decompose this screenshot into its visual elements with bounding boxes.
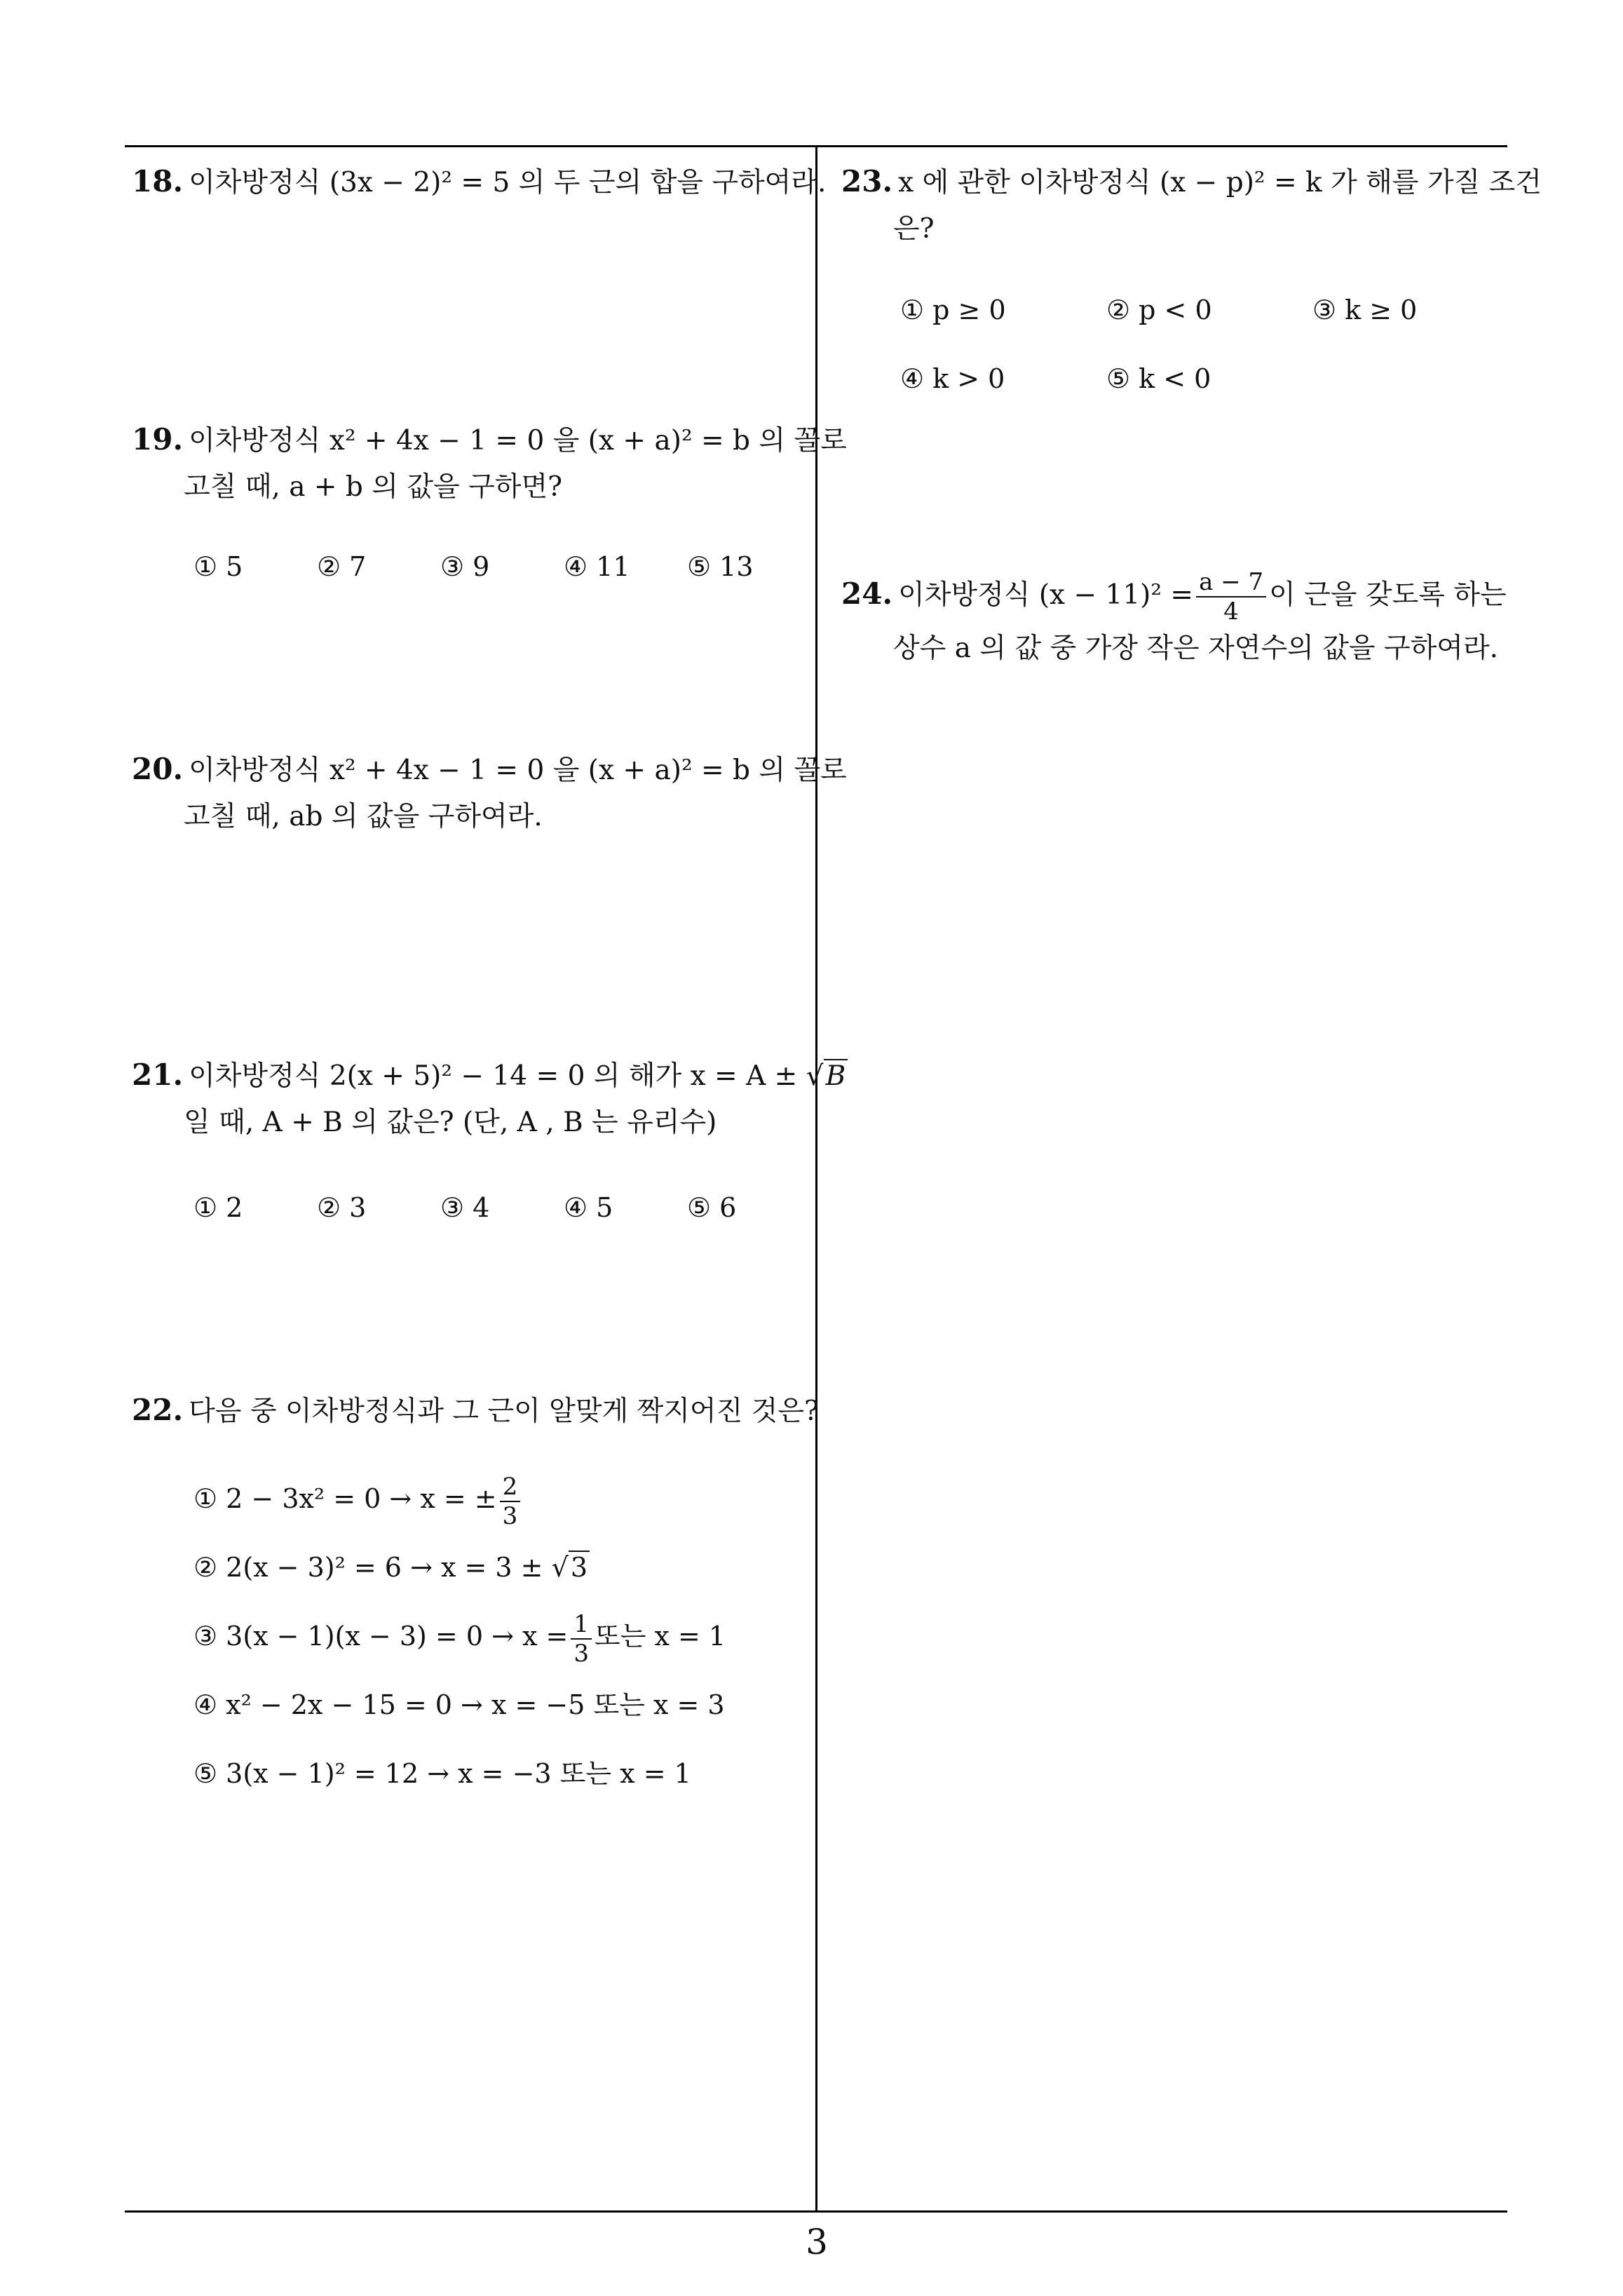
fraction <box>1196 568 1266 626</box>
question-18 <box>132 158 827 206</box>
option-5[interactable]: ⑤ 3(x − 1)² = 12 → x = −3 또는 x = 1 <box>193 1758 691 1789</box>
option-2-text: ② 2(x − 3)² = 6 → x = 3 ± <box>193 1552 543 1583</box>
question-text: 다음 중 이차방정식과 그 근이 알맞게 짝지어진 것은? <box>189 1396 819 1427</box>
sqrt-symbol <box>806 1059 848 1092</box>
option-3[interactable] <box>193 1602 726 1670</box>
question-text-line1: 이차방정식 (x − 11)² = <box>898 579 1194 611</box>
option-1[interactable]: ① 2 <box>193 1192 243 1223</box>
fraction-denominator: 3 <box>502 1501 518 1530</box>
question-text-line2: 은? <box>893 213 935 245</box>
question-text-line1: 이차방정식 2(x + 5)² − 14 = 0 의 해가 x = A ± <box>189 1060 798 1092</box>
option-3-text-tail: 또는 x = 1 <box>595 1621 726 1652</box>
question-text-line2: 상수 a 의 값 중 가장 작은 자연수의 값을 구하여라. <box>893 633 1499 664</box>
question-number: 18. <box>132 164 184 198</box>
question-text-line1: 이차방정식 x² + 4x − 1 = 0 을 (x + a)² = b 의 꼴로 <box>189 755 847 786</box>
option-1-text: ① 2 − 3x² = 0 → x = ± <box>193 1483 497 1514</box>
option-2[interactable]: ② p < 0 <box>1106 295 1212 325</box>
option-4[interactable]: ④ 11 <box>564 551 630 582</box>
question-text-line1-tail: 이 근을 갖도록 하는 <box>1269 579 1507 611</box>
bottom-rule <box>125 2210 1507 2213</box>
fraction <box>571 1610 592 1668</box>
question-text-line1: x 에 관한 이차방정식 (x − p)² = k 가 해를 가질 조건 <box>898 167 1542 198</box>
question-19 <box>132 417 847 511</box>
question-20 <box>132 746 847 840</box>
fraction <box>500 1473 521 1530</box>
question-number: 21. <box>132 1058 184 1092</box>
question-number: 20. <box>132 752 184 786</box>
options-22 <box>193 1464 726 1808</box>
question-text-line2: 고칠 때, a + b 의 값을 구하면? <box>184 471 563 503</box>
option-3[interactable]: ③ 4 <box>440 1192 490 1223</box>
option-4[interactable]: ④ k > 0 <box>900 363 1005 394</box>
option-4[interactable]: ④ x² − 2x − 15 = 0 → x = −5 또는 x = 3 <box>193 1689 725 1720</box>
option-3[interactable]: ③ 9 <box>440 551 490 582</box>
question-21 <box>132 1052 846 1146</box>
question-text-line2: 고칠 때, ab 의 값을 구하여라. <box>184 801 543 832</box>
sqrt-radicand: B <box>824 1059 848 1092</box>
fraction-denominator: 3 <box>573 1639 589 1668</box>
page-number: 3 <box>806 2222 828 2262</box>
question-number: 23. <box>841 164 893 198</box>
question-text-line2: 일 때, A + B 의 값은? (단, A , B 는 유리수) <box>184 1107 717 1138</box>
option-5[interactable]: ⑤ 6 <box>687 1192 737 1223</box>
question-text-line1: 이차방정식 x² + 4x − 1 = 0 을 (x + a)² = b 의 꼴로 <box>189 425 847 457</box>
question-number: 19. <box>132 422 184 457</box>
question-24 <box>841 568 1514 672</box>
option-2[interactable]: ② 3 <box>317 1192 367 1223</box>
question-22 <box>132 1387 819 1435</box>
fraction-numerator: 1 <box>571 1610 592 1640</box>
option-4[interactable]: ④ 5 <box>564 1192 613 1223</box>
option-1[interactable]: ① 5 <box>193 551 243 582</box>
option-2[interactable]: ② 7 <box>317 551 367 582</box>
sqrt-symbol <box>552 1551 590 1583</box>
question-text: 이차방정식 (3x − 2)² = 5 의 두 근의 합을 구하여라. <box>189 167 827 198</box>
option-1[interactable]: ① p ≥ 0 <box>900 295 1006 325</box>
option-5[interactable]: ⑤ k < 0 <box>1106 363 1211 394</box>
option-3-text: ③ 3(x − 1)(x − 3) = 0 → x = <box>193 1621 569 1652</box>
option-1[interactable] <box>193 1464 726 1533</box>
question-number: 24. <box>841 576 893 611</box>
fraction-denominator: 4 <box>1223 597 1239 626</box>
option-3[interactable]: ③ k ≥ 0 <box>1312 295 1418 325</box>
sqrt-radicand: 3 <box>569 1551 590 1583</box>
option-5[interactable]: ⑤ 13 <box>687 551 754 582</box>
question-23 <box>841 158 1542 252</box>
question-number: 22. <box>132 1393 184 1427</box>
fraction-numerator: 2 <box>500 1473 521 1502</box>
fraction-numerator: a − 7 <box>1196 568 1266 597</box>
option-2[interactable] <box>193 1533 726 1602</box>
